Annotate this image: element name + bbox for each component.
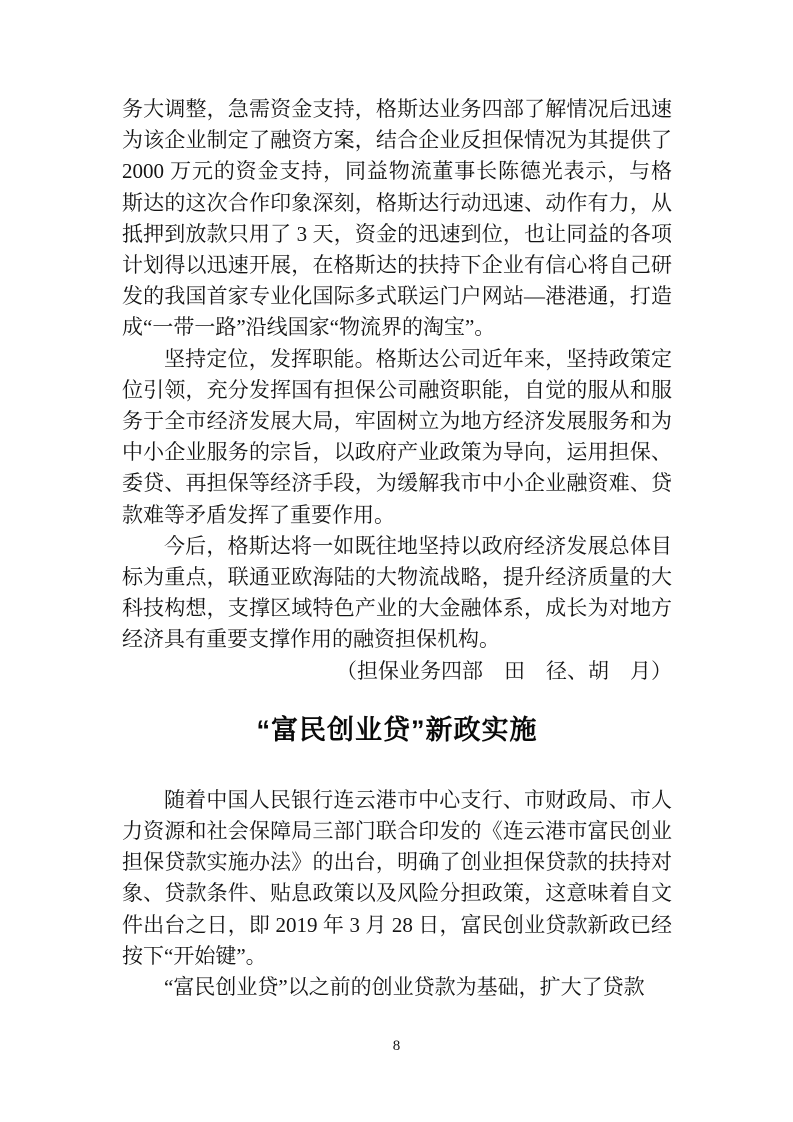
- paragraph: 随着中国人民银行连云港市中心支行、市财政局、市人力资源和社会保障局三部门联合印发的《连云港市富民创业担保贷款实施办法》的出台，明确了创业担保贷款的扶持对象、贷款条件、贴息政策以及风险分担政策，这意味着自文件出台之日，即 2019 年 3 月 28 日，富民创业贷款新政已经按下“开始键”。: [122, 787, 672, 968]
- paragraph-continuation: 务大调整，急需资金支持，格斯达业务四部了解情况后迅速为该企业制定了融资方案，结合企业反担保情况为其提供了 2000 万元的资金支持，同益物流董事长陈德光表示，与格斯达的这次合作印象深刻，格斯达行动迅速、动作有力，从抵押到放款只用了 3 天，资金的迅速到位，也让同益的各项计划得以迅速开展，在格斯达的扶持下企业有信心将自己研发的我国首家专业化国际多式联运门户网站—港港通，打造成“一带一路”沿线国家“物流界的淘宝”。: [122, 97, 672, 340]
- paragraph: 今后，格斯达将一如既往地坚持以政府经济发展总体目标为重点，联通亚欧海陆的大物流战略，提升经济质量的大科技构想，支撑区域特色产业的大金融体系，成长为对地方经济具有重要支撑作用的融资担保机构。: [122, 533, 672, 652]
- article-title: “富民创业贷”新政实施: [256, 714, 538, 745]
- paragraph: “富民创业贷”以之前的创业贷款为基础，扩大了贷款: [164, 975, 645, 1000]
- page-number: 8: [392, 1038, 401, 1054]
- byline: （担保业务四部 田 径、胡 月）: [336, 658, 672, 683]
- paragraph: 坚持定位，发挥职能。格斯达公司近年来，坚持政策定位引领，充分发挥国有担保公司融资职能，自觉的服从和服务于全市经济发展大局，牢固树立为地方经济发展服务和为中小企业服务的宗旨，以政府产业政策为导向，运用担保、委贷、再担保等经济手段，为缓解我市中小企业融资难、贷款难等矛盾发挥了重要作用。: [122, 346, 672, 527]
- article-guarantee-report: [122, 94, 672, 687]
- article-fumin-loan: [122, 713, 672, 1003]
- text-column: [122, 94, 672, 1003]
